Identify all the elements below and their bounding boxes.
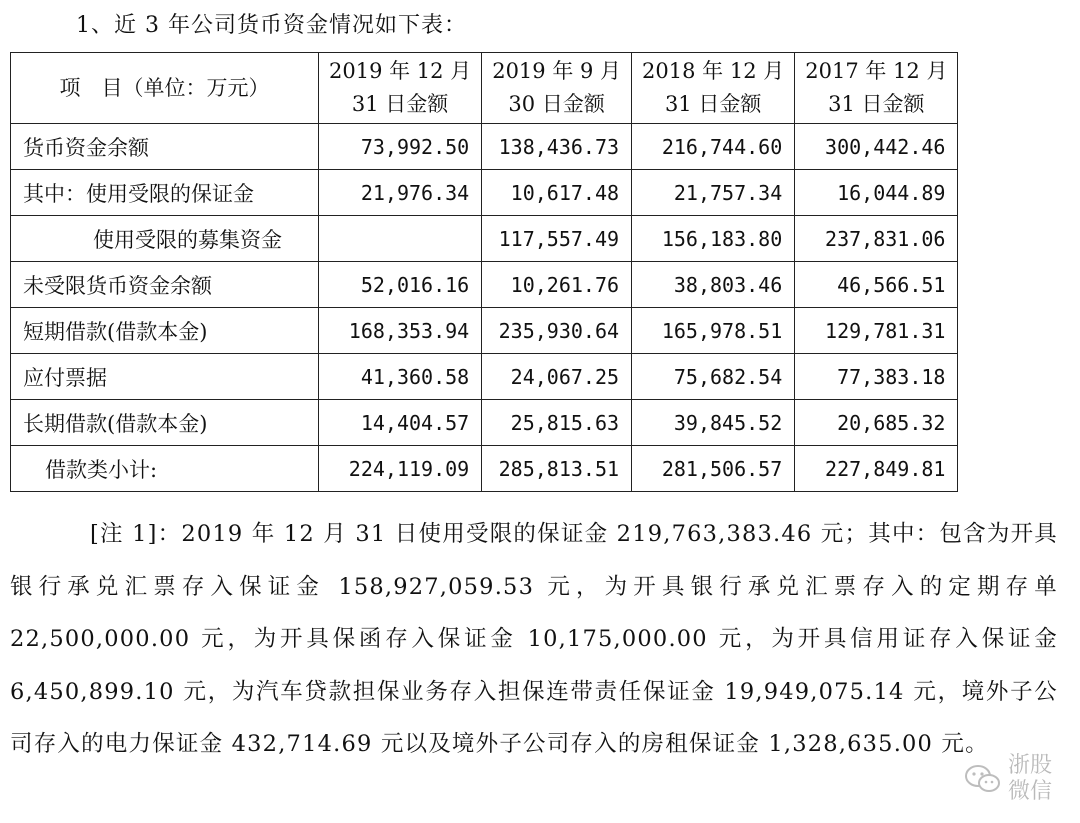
cell-value xyxy=(319,216,482,262)
watermark-line1: 浙股 xyxy=(1007,753,1052,778)
table-row xyxy=(11,216,958,262)
table-row xyxy=(11,262,958,308)
cell-value: 41,360.58 xyxy=(319,354,482,400)
cell-value: 77,383.18 xyxy=(795,354,958,400)
row-label: 短期借款(借款本金) xyxy=(11,308,319,354)
cell-value: 10,261.76 xyxy=(482,262,632,308)
cell-value: 25,815.63 xyxy=(482,400,632,446)
cell-value: 10,617.48 xyxy=(482,170,632,216)
wechat-watermark xyxy=(964,753,1052,805)
header-col-2019-12: 2019 年 12 月 31 日金额 xyxy=(319,53,482,124)
cell-value: 14,404.57 xyxy=(319,400,482,446)
table-row xyxy=(11,170,958,216)
wechat-icon xyxy=(964,764,1002,794)
table-header-row xyxy=(11,53,958,124)
cell-value: 46,566.51 xyxy=(795,262,958,308)
cell-value: 20,685.32 xyxy=(795,400,958,446)
cell-value: 224,119.09 xyxy=(319,446,482,492)
cell-value: 73,992.50 xyxy=(319,124,482,170)
header-col-2019-09: 2019 年 9 月 30 日金额 xyxy=(482,53,632,124)
cell-value: 39,845.52 xyxy=(632,400,795,446)
row-label: 使用受限的募集资金 xyxy=(11,216,319,262)
cell-value: 138,436.73 xyxy=(482,124,632,170)
cell-value: 281,506.57 xyxy=(632,446,795,492)
cell-value: 227,849.81 xyxy=(795,446,958,492)
table-row xyxy=(11,446,958,492)
cell-value: 75,682.54 xyxy=(632,354,795,400)
row-label: 其中：使用受限的保证金 xyxy=(11,170,319,216)
cell-value: 21,757.34 xyxy=(632,170,795,216)
cell-value: 285,813.51 xyxy=(482,446,632,492)
cell-value: 38,803.46 xyxy=(632,262,795,308)
cell-value: 52,016.16 xyxy=(319,262,482,308)
footnote-paragraph: [注 1]：2019 年 12 月 31 日使用受限的保证金 219,763,383.46 元；其中：包含为开具银行承兑汇票存入保证金 158,927,059.53 元，为开具银行承兑汇票存入的定期存单 22,500,000.00 元，为开具保函存入保证金 10,175,000.00 元，为开具信用证存入保证金 6,450,899.10 元，为汽车贷款担保业务存入担保连带责任保证金 19,949,075.14 元，境外子公司存入的电力保证金 432,714.69 元以及境外子公司存入的房租保证金 1,328,635.00 元。 xyxy=(10,521,1058,757)
section-heading: 1、近 3 年公司货币资金情况如下表： xyxy=(76,13,467,38)
cell-value: 168,353.94 xyxy=(319,308,482,354)
cell-value: 300,442.46 xyxy=(795,124,958,170)
cell-value: 216,744.60 xyxy=(632,124,795,170)
cell-value: 24,067.25 xyxy=(482,354,632,400)
header-item: 项 目（单位：万元） xyxy=(11,53,319,124)
cell-value: 21,976.34 xyxy=(319,170,482,216)
table-row xyxy=(11,400,958,446)
cell-value: 16,044.89 xyxy=(795,170,958,216)
table-row xyxy=(11,354,958,400)
cell-value: 165,978.51 xyxy=(632,308,795,354)
header-col-2017-12: 2017 年 12 月 31 日金额 xyxy=(795,53,958,124)
row-label: 未受限货币资金余额 xyxy=(11,262,319,308)
row-label: 长期借款(借款本金) xyxy=(11,400,319,446)
cell-value: 117,557.49 xyxy=(482,216,632,262)
header-col-2018-12: 2018 年 12 月 31 日金额 xyxy=(632,53,795,124)
row-label: 货币资金余额 xyxy=(11,124,319,170)
cell-value: 237,831.06 xyxy=(795,216,958,262)
row-label: 借款类小计: xyxy=(11,446,319,492)
cell-value: 156,183.80 xyxy=(632,216,795,262)
table-row xyxy=(11,124,958,170)
cell-value: 235,930.64 xyxy=(482,308,632,354)
cell-value: 129,781.31 xyxy=(795,308,958,354)
watermark-line2: 微信 xyxy=(1007,779,1052,804)
row-label: 应付票据 xyxy=(11,354,319,400)
table-row xyxy=(11,308,958,354)
cash-funds-table xyxy=(10,52,958,492)
